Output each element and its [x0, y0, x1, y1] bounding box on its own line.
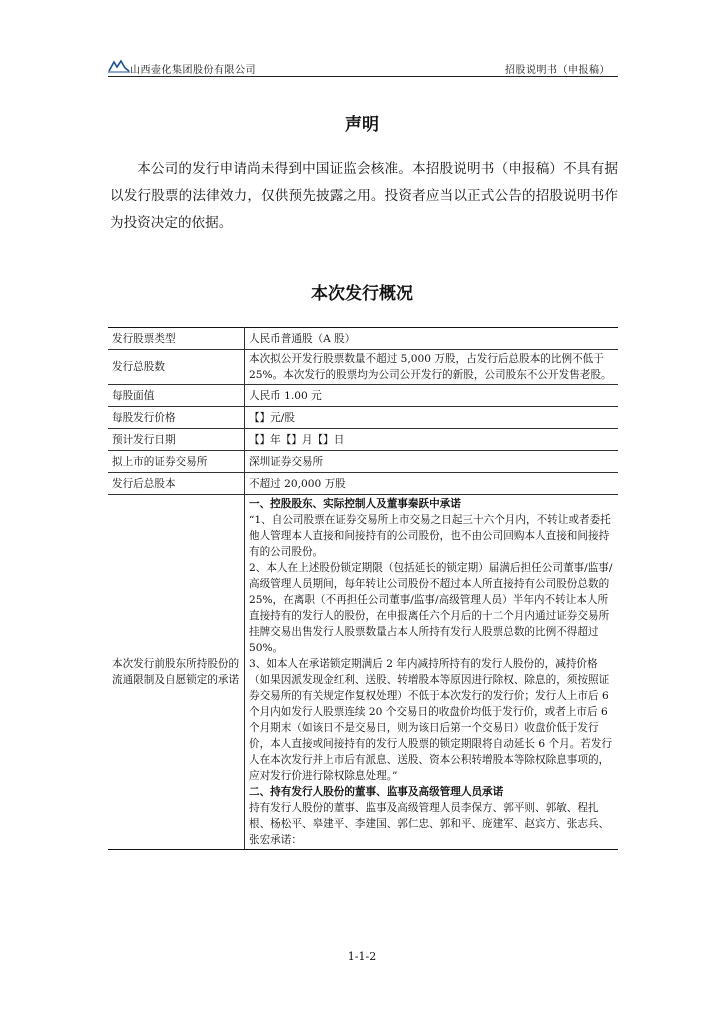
- commitment-content: [245, 495, 619, 850]
- commitment-heading-1: 一、控股股东、实际控制人及董事秦跃中承诺: [249, 498, 461, 510]
- row-label: 每股发行价格: [108, 407, 245, 429]
- offering-overview-table: [108, 327, 618, 850]
- row-value: 人民币普通股（A 股）: [245, 328, 619, 350]
- table-row: [108, 328, 618, 350]
- statement-body: 本公司的发行申请尚未得到中国证监会核准。本招股说明书（申报稿）不具有据以发行股票的法律效力，仅供预先披露之用。投资者应当以正式公告的招股说明书作为投资决定的依据。: [110, 161, 618, 231]
- table-row: [108, 429, 618, 451]
- row-value: 【】元/股: [245, 407, 619, 429]
- commitment-paragraph-4: 持有发行人股份的董事、监事及高级管理人员李保方、郭平则、郭敏、程扎根、杨松平、皋建平、李建国、郭仁忠、郭和平、庞建军、赵宾方、张志兵、张宏承诺：: [249, 802, 610, 846]
- header-company-name: 山西壶化集团股份有限公司: [130, 65, 256, 76]
- row-value: 不超过 20,000 万股: [245, 473, 619, 495]
- table-row: [108, 451, 618, 473]
- commitment-label: 本次发行前股东所持股份的流通限制及自愿锁定的承诺: [108, 495, 245, 850]
- table-row: [108, 473, 618, 495]
- commitment-paragraph-3: 3、如本人在承诺锁定期满后 2 年内减持所持有的发行人股份的，减持价格（如果因派发现金红利、送股、转增股本等原因进行除权、除息的，须按照证券交易所的有关规定作复权处理）不低于本次发行的发行价；发行人上市后 6 个月内如发行人股票连续 20 个交易日的收盘价均低于发行价，或者上市后 6 个月期末（如该日不是交易日，则为该日后第一个交易日）收盘价低于发行价，本人直接或间接持有的发行人股票的锁定期限将自动延长 6 个月。若发行人在本次发行并上市后有派息、送股、资本公积转增股本等除权除息事项的，应对发行价进行除权除息处理。”: [249, 658, 613, 782]
- table-row: [108, 350, 618, 385]
- header-document-title: 招股说明书（申报稿）: [505, 65, 610, 76]
- page-number: 1-1-2: [347, 950, 377, 963]
- row-label: 发行股票类型: [108, 328, 245, 350]
- commitment-heading-2: 二、持有发行人股份的董事、监事及高级管理人员承诺: [249, 786, 504, 798]
- commitment-paragraph-2: 2、本人在上述股份锁定期限（包括延长的锁定期）届满后担任公司董事/监事/高级管理人员期间，每年转让公司股份不超过本人所直接持有公司股份总数的 25%，在离职（不再担任公司董事/监事/高级管理人员）半年内不转让本人所直接持有的发行人的股份，在申报离任六个月后的十二个月内通过证券交易所挂牌交易出售发行人股票数量占本人所持有发行人股票总数的比例不得超过 50%。: [249, 562, 613, 654]
- commitment-paragraph-1: “1、自公司股票在证券交易所上市交易之日起三十六个月内，不转让或者委托他人管理本人直接和间接持有的公司股份，也不由公司回购本人直接和间接持有的公司股份。: [249, 514, 611, 558]
- page-header: [108, 58, 618, 77]
- table-row: [108, 385, 618, 407]
- row-label: 预计发行日期: [108, 429, 245, 451]
- statement-title: 声明: [345, 115, 379, 135]
- row-label: 拟上市的证券交易所: [108, 451, 245, 473]
- row-label: 发行后总股本: [108, 473, 245, 495]
- row-value: 【】年【】月【】日: [245, 429, 619, 451]
- row-label: 发行总股数: [108, 350, 245, 385]
- table-row: [108, 495, 618, 850]
- table-row: [108, 407, 618, 429]
- row-value: 深圳证券交易所: [245, 451, 619, 473]
- row-label: 每股面值: [108, 385, 245, 407]
- row-value: 人民币 1.00 元: [245, 385, 619, 407]
- overview-title: 本次发行概况: [311, 284, 413, 304]
- row-value: 本次拟公开发行股票数量不超过 5,000 万股，占发行后总股本的比例不低于 25%。本次发行的股票均为公司公开发行的新股，公司股东不公开发售老股。: [245, 350, 619, 385]
- company-logo-icon: [108, 59, 130, 73]
